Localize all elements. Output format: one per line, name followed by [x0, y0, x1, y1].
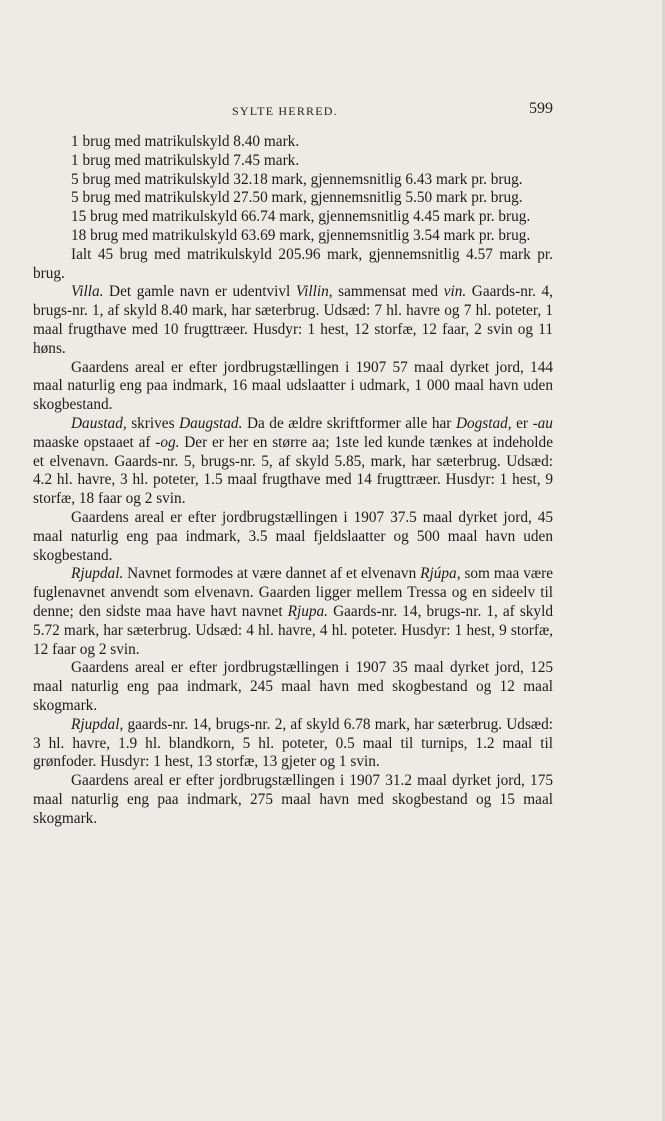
italic-term: Daugstad.: [179, 414, 243, 432]
farm-name: Rjupdal.: [71, 565, 124, 583]
paragraph-rjupdal-2: [33, 716, 553, 772]
paragraph: 15 brug med matrikulskyld 66.74 mark, gjennemsnitlig 4.45 mark pr. brug.: [71, 208, 531, 226]
italic-term: vin.: [443, 283, 467, 301]
paragraph-villa: [33, 283, 553, 358]
farm-name: Rjupdal,: [71, 715, 124, 733]
text-run: maaske opstaaet af: [33, 433, 156, 451]
paragraph: 5 brug med matrikulskyld 27.50 mark, gjennemsnitlig 5.50 mark pr. brug.: [71, 189, 523, 207]
text-run: er: [511, 414, 533, 432]
paragraph-daustad: [33, 415, 553, 509]
italic-term: -au: [532, 414, 553, 432]
italic-term: -og.: [155, 433, 180, 451]
page-number: 599: [529, 100, 553, 117]
italic-term: Dogstad,: [455, 414, 512, 432]
paragraph: Ialt 45 brug med matrikulskyld 205.96 mark, gjennemsnitlig 4.57 mark pr. brug.: [33, 245, 553, 282]
text-run: Da de ældre skriftformer alle har: [242, 414, 456, 432]
running-head: SYLTE HERRED.: [232, 104, 338, 118]
text-run: gaards-nr. 14, brugs-nr. 2, af skyld 6.78 mark, har sæterbrug. Udsæd: 3 hl. havre, 1.9 hl. blandkorn, 5 hl. poteter, 0.5 maal til turnips, 1.2 maal til grønfoder. Husdyr: 1 hest, 13 storfæ, 13 gjeter og 1 svin.: [33, 715, 553, 771]
text-run: Gaards-nr. 4, brugs-nr. 1, af skyld 8.40 mark, har sæterbrug. Udsæd: 7 hl. havre og 7 hl. poteter, 1 maal frugthave med 10 frugttræer. Husdyr: 1 hest, 12 storfæ, 12 faar, 2 svin og 11 høns.: [33, 283, 554, 357]
farm-name: Daustad,: [71, 414, 127, 432]
text-run: skrives: [126, 414, 180, 432]
paragraph: Gaardens areal er efter jordbrugstællingen i 1907 31.2 maal dyrket jord, 175 maal naturlig eng paa indmark, 275 maal havn med skogbestand og 15 maal skogmark.: [33, 772, 553, 827]
paragraph-rjupdal-1: [33, 565, 553, 659]
paragraph: Gaardens areal er efter jordbrugstællingen i 1907 37.5 maal dyrket jord, 45 maal naturlig eng paa indmark, 3.5 maal fjeldslaatter og 500 maal havn uden skogbestand.: [33, 508, 553, 564]
paragraph: 1 brug med matrikulskyld 7.45 mark.: [71, 151, 300, 169]
text-run: Der er her en større aa; 1ste led kunde tænkes at indeholde et elvenavn. Gaards-nr. 5, brugs-nr. 5, af skyld 5.85, mark, har sæterbrug. Udsæd: 4.2 hl. havre, 3 hl. poteter, 1.5 maal frugthave med 14 frugttræer. Husdyr: 1 hest, 9 storfæ, 18 faar og 2 svin.: [33, 433, 553, 508]
farm-name: Villa.: [71, 283, 104, 301]
text-run: sammensat med: [332, 283, 444, 301]
paragraph: 1 brug med matrikulskyld 8.40 mark.: [71, 133, 300, 150]
body-text: [33, 133, 553, 828]
paragraph: 18 brug med matrikulskyld 63.69 mark, gjennemsnitlig 3.54 mark pr. brug.: [71, 226, 531, 244]
text-run: Det gamle navn er udentvivl: [103, 283, 296, 301]
paragraph: Gaardens areal er efter jordbrugstællingen i 1907 35 maal dyrket jord, 125 maal naturlig eng paa indmark, 245 maal havn med skogbestand og 12 maal skogmark.: [33, 659, 553, 714]
paragraph: Gaardens areal er efter jordbrugstællingen i 1907 57 maal dyrket jord, 144 maal naturlig eng paa indmark, 16 maal udslaatter i udmark, 1 000 maal havn uden skogbestand.: [33, 358, 553, 414]
text-run: Navnet formodes at være dannet af et elvenavn: [123, 565, 421, 583]
text-run: Gaards-nr. 14, brugs-nr. 1, af skyld 5.72 mark, har sæterbrug. Udsæd: 4 hl. havre, 4 hl. poteter. Husdyr: 1 hest, 9 storfæ, 12 faar og 2 svin.: [33, 602, 553, 658]
paragraph: 5 brug med matrikulskyld 32.18 mark, gjennemsnitlig 6.43 mark pr. brug.: [71, 170, 523, 188]
italic-term: Rjupa.: [287, 602, 329, 620]
text-run: som maa være fuglenavnet anvendt som elvenavn. Gaarden ligger mellem Tressa og en sideelv til denne; den sidste maa have havt navnet: [33, 565, 553, 620]
italic-term: Villin,: [295, 283, 333, 301]
italic-term: Rjúpa,: [420, 565, 461, 583]
